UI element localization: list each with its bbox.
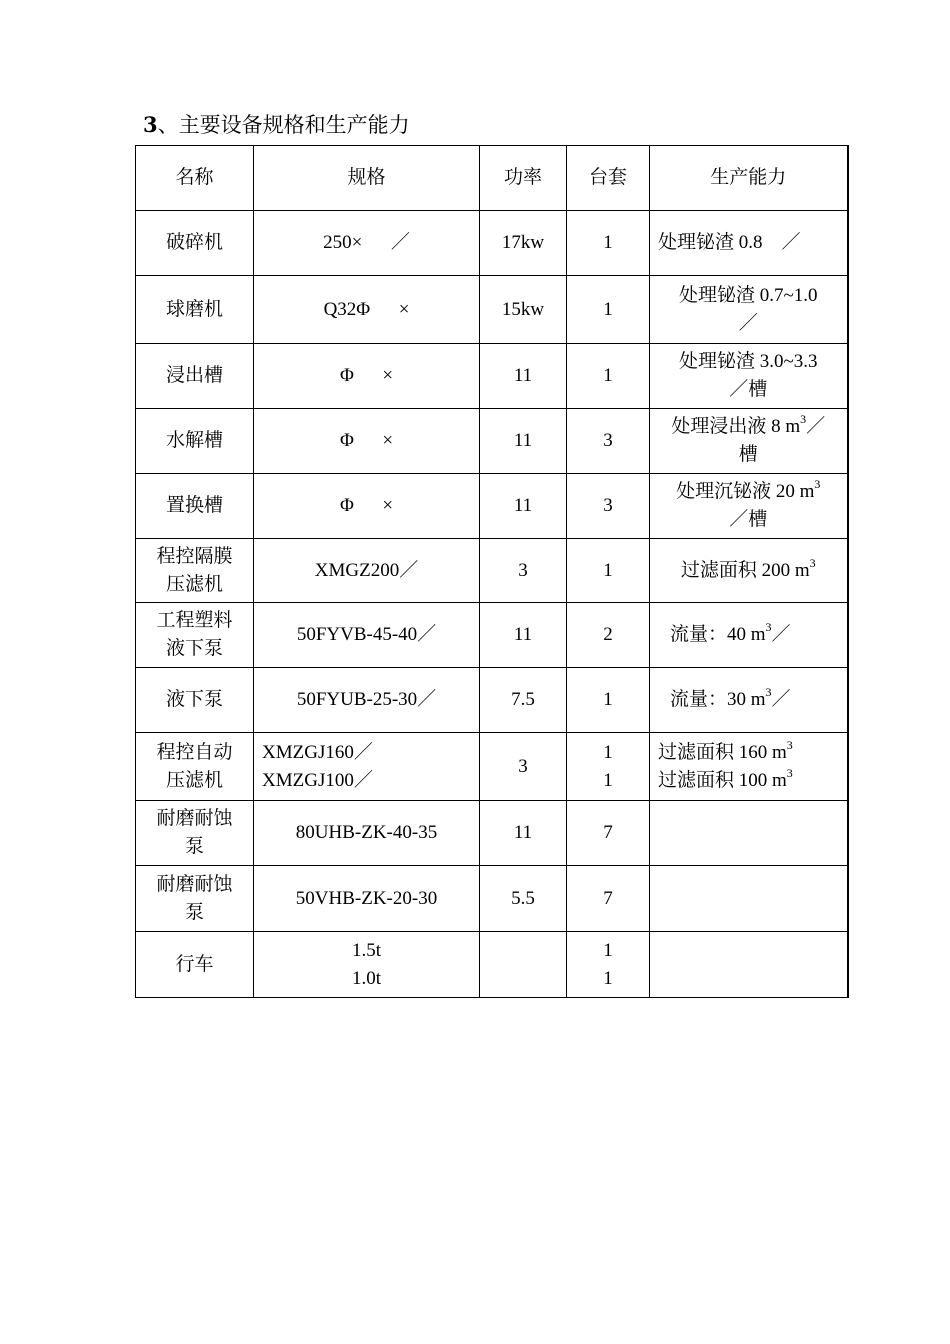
cell-line: 250× ／	[323, 232, 410, 253]
cell-power: 3	[480, 733, 567, 801]
cell-line: 1	[603, 939, 613, 961]
cell-line: 3	[603, 430, 613, 451]
cell-line: 置换槽	[165, 495, 223, 516]
cell-line: 压滤机	[165, 573, 223, 595]
cell-capacity	[650, 801, 848, 866]
cell-power: 7.5	[480, 668, 567, 733]
cell-units	[567, 932, 650, 998]
cell-capacity	[650, 211, 848, 276]
cell-power: 17kw	[480, 211, 567, 276]
table-row	[136, 409, 848, 474]
cell-line: 过滤面积 100 $m^3$	[658, 765, 793, 791]
table-row	[136, 932, 848, 998]
cell-line: 50VHB-ZK-20-30	[295, 887, 438, 909]
cell-units	[567, 668, 650, 733]
cell-line: 50FYUB-25-30／	[296, 689, 437, 710]
table-row	[136, 539, 848, 603]
cell-line: 50FYVB-45-40／	[296, 624, 437, 645]
cell-units	[567, 276, 650, 344]
cell-spec	[254, 801, 480, 866]
cell-name	[136, 409, 254, 474]
cell-name	[136, 211, 254, 276]
cell-name	[136, 733, 254, 801]
cell-units	[567, 866, 650, 932]
cell-name	[136, 603, 254, 668]
cell-capacity	[650, 866, 848, 932]
cell-units	[567, 344, 650, 409]
table-row	[136, 603, 848, 668]
cell-spec	[254, 539, 480, 603]
cell-line: 1	[603, 741, 613, 763]
cell-power: 11	[480, 474, 567, 539]
cell-line: 处理浸出液 8 $m^3/$	[671, 412, 826, 437]
cell-spec	[254, 409, 480, 474]
header-spec: 规格	[254, 146, 480, 211]
cell-spec	[254, 276, 480, 344]
cell-line: 泵	[184, 836, 204, 857]
header-name: 名称	[136, 146, 254, 211]
cell-spec	[254, 866, 480, 932]
cell-capacity	[650, 344, 848, 409]
cell-line: XMZGJ160／	[262, 741, 373, 763]
table-row	[136, 211, 848, 276]
cell-capacity	[650, 932, 848, 998]
cell-line: 1	[603, 689, 613, 710]
cell-name	[136, 344, 254, 409]
cell-line: 行车	[175, 953, 214, 975]
section-heading	[143, 111, 410, 139]
cell-line: 1	[603, 769, 613, 791]
cell-line: 破碎机	[165, 232, 223, 253]
cell-line: Φ ×	[339, 365, 394, 386]
cell-line: 过滤面积 160 $m^3$	[658, 737, 793, 763]
cell-spec	[254, 474, 480, 539]
cell-spec	[254, 344, 480, 409]
cell-units	[567, 211, 650, 276]
cell-capacity	[650, 474, 848, 539]
cell-line: 耐磨耐蚀	[156, 808, 233, 829]
cell-line: ／槽	[729, 509, 768, 530]
cell-power: 11	[480, 801, 567, 866]
cell-name	[136, 276, 254, 344]
cell-line: 液下泵	[165, 638, 223, 659]
equipment-spec-table	[135, 145, 849, 998]
cell-units	[567, 801, 650, 866]
cell-line: ／	[738, 312, 758, 334]
cell-line: 1	[603, 365, 613, 386]
section-number: 3	[143, 112, 158, 137]
cell-capacity	[650, 733, 848, 801]
cell-line: 80UHB-ZK-40-35	[295, 822, 438, 843]
table-row	[136, 344, 848, 409]
cell-power	[480, 932, 567, 998]
cell-line: 程控隔膜	[156, 545, 233, 567]
cell-line: Φ ×	[339, 495, 394, 516]
cell-line: Q32Φ ×	[323, 298, 410, 320]
section-title: 、主要设备规格和生产能力	[157, 113, 410, 137]
cell-name	[136, 801, 254, 866]
cell-line: XMZGJ100／	[262, 769, 373, 791]
cell-line: 1	[603, 967, 613, 989]
cell-spec	[254, 932, 480, 998]
cell-line: 液下泵	[165, 689, 223, 710]
cell-power: 11	[480, 344, 567, 409]
cell-spec	[254, 668, 480, 733]
cell-line: 过滤面积 200 $m^3$	[680, 555, 816, 581]
cell-line: 泵	[184, 901, 204, 923]
cell-units	[567, 409, 650, 474]
table-row	[136, 474, 848, 539]
cell-name	[136, 932, 254, 998]
cell-line: XMGZ200／	[314, 559, 419, 581]
cell-line: 处理铋渣 0.8 ／	[658, 232, 801, 253]
cell-line: 2	[603, 624, 613, 645]
cell-line: 槽	[738, 444, 758, 465]
cell-capacity	[650, 668, 848, 733]
table-row	[136, 866, 848, 932]
cell-line: 球磨机	[165, 298, 223, 320]
cell-line: 7	[603, 887, 613, 909]
cell-capacity	[650, 409, 848, 474]
table-body	[136, 211, 848, 998]
cell-line: 流量：40 $m^3/$	[670, 620, 791, 645]
header-capacity: 生产能力	[650, 146, 848, 211]
cell-name	[136, 866, 254, 932]
cell-power: 3	[480, 539, 567, 603]
cell-power: 11	[480, 409, 567, 474]
cell-line: 处理铋渣 0.7~1.0	[678, 284, 818, 306]
table-row	[136, 276, 848, 344]
table-header-row	[136, 146, 848, 211]
cell-line: 处理铋渣 3.0~3.3	[678, 351, 818, 372]
header-units: 台套	[567, 146, 650, 211]
cell-units	[567, 474, 650, 539]
cell-spec	[254, 211, 480, 276]
cell-name	[136, 668, 254, 733]
cell-line: ／槽	[729, 379, 768, 400]
cell-line: 水解槽	[165, 430, 223, 451]
cell-units	[567, 539, 650, 603]
cell-line: 3	[603, 495, 613, 516]
table-row	[136, 733, 848, 801]
cell-spec	[254, 733, 480, 801]
cell-line: 流量：30 $m^3/$	[670, 685, 791, 710]
cell-capacity	[650, 603, 848, 668]
cell-capacity	[650, 539, 848, 603]
cell-line: Φ ×	[339, 430, 394, 451]
cell-name	[136, 539, 254, 603]
cell-units	[567, 603, 650, 668]
cell-capacity	[650, 276, 848, 344]
cell-power: 11	[480, 603, 567, 668]
cell-line: 1	[603, 232, 613, 253]
cell-power: 5.5	[480, 866, 567, 932]
cell-line: 1	[603, 298, 613, 320]
cell-line: 耐磨耐蚀	[156, 873, 233, 895]
cell-units	[567, 733, 650, 801]
cell-line: 7	[603, 822, 613, 843]
table-row	[136, 668, 848, 733]
cell-spec	[254, 603, 480, 668]
cell-line: 工程塑料	[156, 610, 233, 631]
cell-power: 15kw	[480, 276, 567, 344]
cell-line: 浸出槽	[165, 365, 223, 386]
cell-line: 1.0t	[351, 967, 382, 989]
header-power: 功率	[480, 146, 567, 211]
table-row	[136, 801, 848, 866]
cell-name	[136, 474, 254, 539]
cell-line: 压滤机	[165, 769, 223, 791]
cell-line: 程控自动	[156, 741, 233, 763]
cell-line: 1.5t	[351, 939, 382, 961]
cell-line: 1	[603, 559, 613, 581]
cell-line: 处理沉铋液 20 $m^3$	[676, 477, 821, 502]
